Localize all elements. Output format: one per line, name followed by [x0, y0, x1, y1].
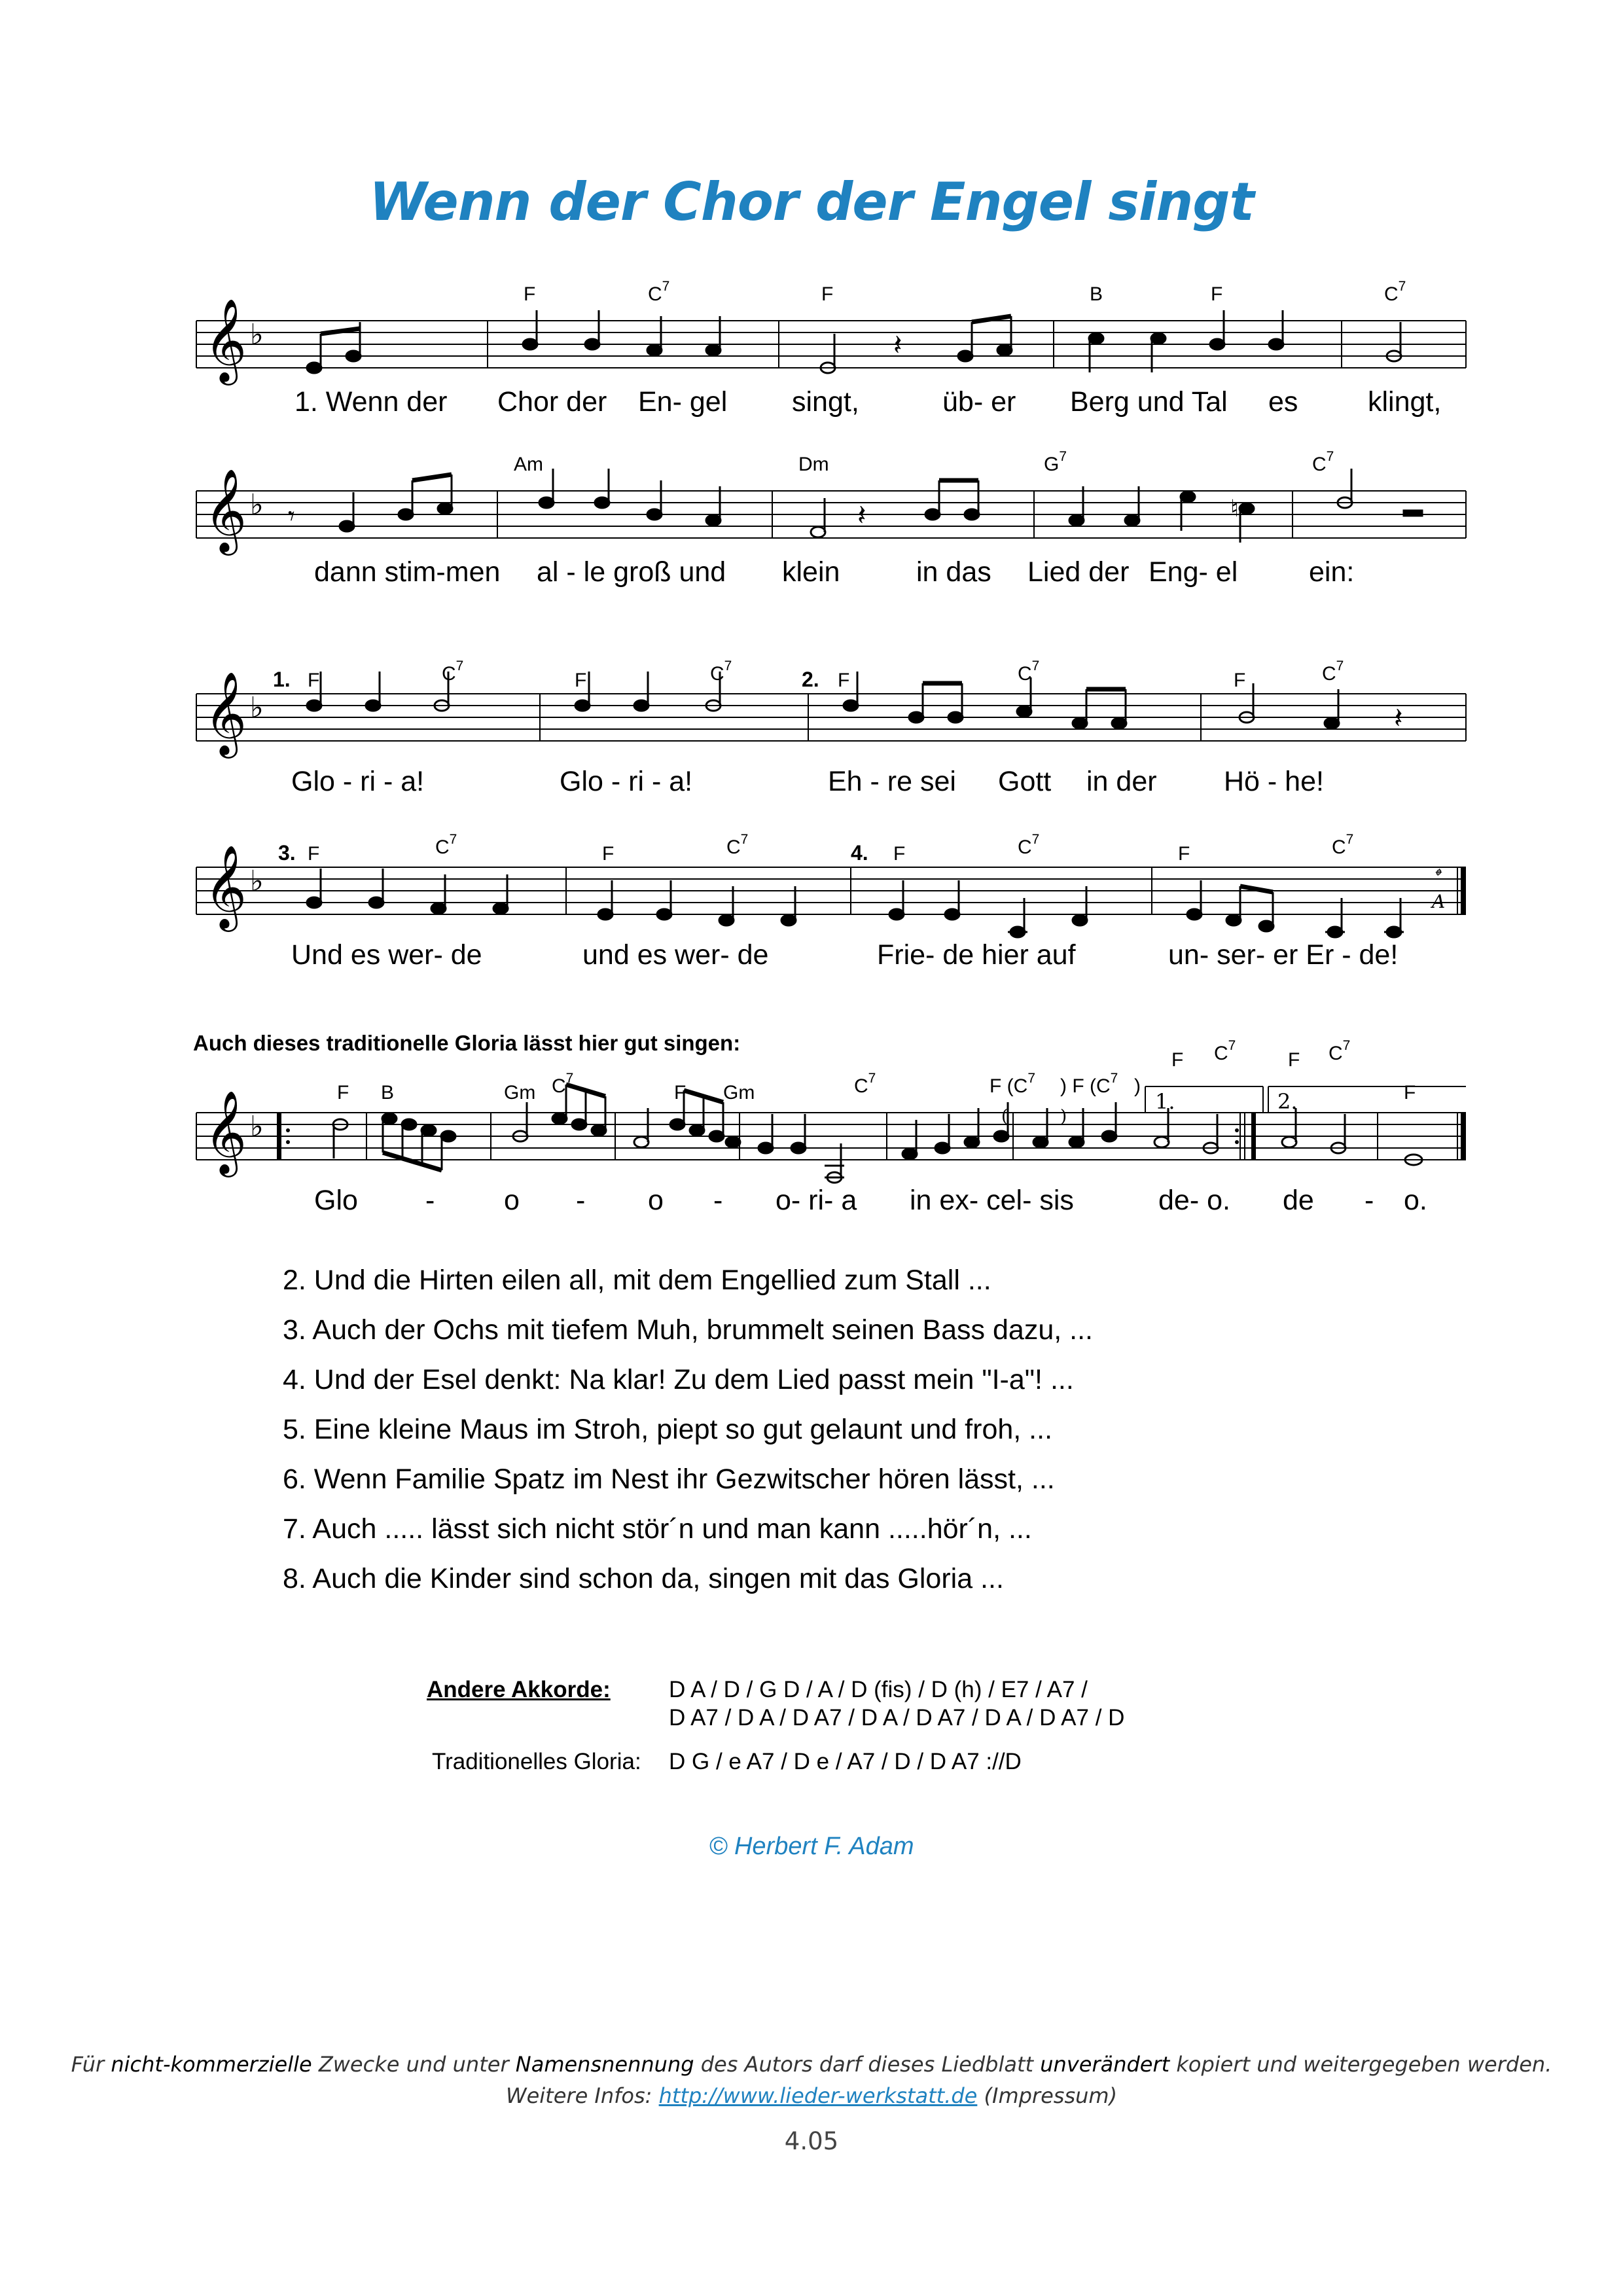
- footer-notice: [0, 2049, 1623, 2111]
- lyric-syllable: üb- er: [942, 386, 1016, 418]
- lyric-syllable: in der: [1086, 766, 1157, 797]
- chord-label: ): [1134, 1075, 1141, 1097]
- chord-label: F ($C^7$: [990, 1071, 1036, 1097]
- chord-label: F: [1404, 1082, 1416, 1103]
- traditional-gloria-label: Traditionelles Gloria:: [432, 1749, 641, 1774]
- other-chords-line-2: D A7 / D A / D A7 / D A / D A7 / D A / D A7 / D: [669, 1705, 1125, 1731]
- lyric-syllable: un- ser- er Er - de!: [1168, 939, 1399, 971]
- svg-text:♮: ♮: [1230, 495, 1239, 522]
- lyric-syllable: al - le groß und: [537, 556, 726, 588]
- website-link[interactable]: http://www.lieder-werkstatt.de: [658, 2083, 978, 2108]
- volta-label: 4.: [851, 841, 868, 865]
- other-chords-label: Andere Akkorde:: [427, 1677, 611, 1702]
- lyric-syllable: o: [648, 1185, 664, 1216]
- svg-text:♭: ♭: [250, 865, 264, 898]
- other-chords-line-1: D A / D / G D / A / D (fis) / D (h) / E7 / A7 /: [669, 1677, 1088, 1702]
- verse-line: 2. Und die Hirten eilen all, mit dem Engellied zum Stall ...: [283, 1265, 991, 1296]
- chord-label: F: [1171, 1049, 1184, 1071]
- chord-label: Dm: [798, 454, 829, 475]
- chord-label: F: [308, 670, 320, 691]
- lyric-syllable: Glo - ri - a!: [291, 766, 425, 797]
- svg-text:♭: ♭: [250, 691, 264, 725]
- lyric-syllable: Frie- de hier auf: [877, 939, 1076, 971]
- lyric-syllable: de: [1283, 1185, 1314, 1216]
- svg-text:𝄞: 𝄞: [204, 1090, 247, 1174]
- chord-label: F: [1178, 843, 1190, 865]
- verse-line: 8. Auch die Kinder sind schon da, singen mit das Gloria ...: [283, 1563, 1004, 1594]
- chord-label: $C^7$: [1018, 832, 1040, 858]
- chord-label: F: [893, 843, 906, 865]
- chord-label: F: [821, 283, 834, 305]
- chord-label: F: [1211, 283, 1223, 305]
- chord-label: F: [674, 1082, 687, 1103]
- chord-label: F: [602, 843, 615, 865]
- chord-label: B: [381, 1082, 395, 1103]
- lyric-syllable: Eh - re sei: [828, 766, 956, 797]
- chord-label: F: [337, 1082, 349, 1103]
- chord-label: Gm: [504, 1082, 536, 1103]
- lyric-syllable: klingt,: [1368, 386, 1442, 418]
- chord-label: Gm: [723, 1082, 755, 1103]
- svg-text:𝄞: 𝄞: [204, 468, 247, 552]
- chord-label: $C^7$: [1214, 1038, 1236, 1064]
- footer-line-1: Für nicht-kommerzielle Zwecke und unter Namensnennung des Autors darf dieses Liedblatt unverändert kopiert und weitergegeben werden.: [71, 2052, 1552, 2077]
- chord-label: $C^7$: [1329, 1038, 1351, 1064]
- lyric-syllable: es: [1268, 386, 1298, 418]
- staff-system-4: [190, 828, 1472, 985]
- lyric-syllable: Berg und Tal: [1070, 386, 1228, 418]
- chord-label: $C^7$: [854, 1071, 876, 1097]
- chord-label: Am: [514, 454, 543, 475]
- volta-label: 3.: [278, 841, 296, 865]
- svg-text:𝄽: 𝄽: [1394, 702, 1403, 735]
- chord-label: $C^7$: [435, 832, 457, 858]
- lyric-syllable: Glo: [314, 1185, 358, 1216]
- svg-text:2.: 2.: [1277, 1089, 1298, 1114]
- verse-line: 5. Eine kleine Maus im Stroh, piept so gut gelaunt und froh, ...: [283, 1414, 1053, 1445]
- lyric-syllable: de- o.: [1158, 1185, 1230, 1216]
- chord-label: B: [1090, 283, 1103, 305]
- svg-text:𝄌: 𝄌: [1433, 865, 1440, 886]
- lyric-syllable: o.: [1404, 1185, 1427, 1216]
- verse-line: 6. Wenn Familie Spatz im Nest ihr Gezwitscher hören lässt, ...: [283, 1463, 1055, 1495]
- staff-system-2: [190, 449, 1472, 609]
- lyric-syllable: Glo - ri - a!: [560, 766, 693, 797]
- svg-text:♭: ♭: [250, 1110, 264, 1143]
- chord-label: F: [1234, 670, 1246, 691]
- verse-line: 7. Auch ..... lässt sich nicht stör´n und man kann .....hör´n, ...: [283, 1513, 1032, 1545]
- lyric-syllable: o- ri- a: [776, 1185, 857, 1216]
- verse-line: 4. Und der Esel denkt: Na klar! Zu dem Lied passt mein "I-a"! ...: [283, 1364, 1074, 1395]
- traditional-gloria-chords: D G / e A7 / D e / A7 / D / D A7 ://D: [669, 1749, 1022, 1774]
- lyric-syllable: Hö - he!: [1224, 766, 1324, 797]
- chord-label: F: [1288, 1049, 1300, 1071]
- svg-text:𝄽: 𝄽: [893, 329, 902, 362]
- copyright: © Herbert F. Adam: [709, 1833, 914, 1860]
- svg-text:𝄞: 𝄞: [204, 671, 247, 755]
- chord-label: F: [838, 670, 850, 691]
- chord-label: $C^7$: [648, 279, 670, 305]
- verse-line: 3. Auch der Ochs mit tiefem Muh, brummelt seinen Bass dazu, ...: [283, 1314, 1093, 1346]
- volta-label: 1.: [273, 668, 291, 691]
- lyric-syllable: -: [1364, 1185, 1374, 1216]
- svg-text:): ): [1060, 1107, 1067, 1126]
- chord-label: $C^7$: [1018, 658, 1040, 685]
- chord-label: F: [308, 843, 320, 865]
- lyric-syllable: in das: [916, 556, 991, 588]
- verse-list: [283, 1255, 1093, 1604]
- lyric-syllable: ein:: [1309, 556, 1355, 588]
- lyric-syllable: 1. Wenn der: [294, 386, 448, 418]
- song-title: Wenn der Chor der Engel singt: [369, 171, 1254, 232]
- svg-text:1.: 1.: [1155, 1089, 1175, 1114]
- lyric-syllable: -: [425, 1185, 435, 1216]
- chord-label: $C^7$: [1312, 449, 1334, 475]
- lyric-syllable: o: [504, 1185, 520, 1216]
- lyric-syllable: Lied der: [1027, 556, 1130, 588]
- chord-label: $C^7$: [1332, 832, 1354, 858]
- svg-text:♭: ♭: [250, 318, 264, 351]
- chord-label: $C^7$: [1384, 279, 1406, 305]
- svg-text:♭: ♭: [250, 488, 264, 522]
- chord-label: $C^7$: [442, 658, 464, 685]
- chord-label: $C^7$: [726, 832, 749, 858]
- lyric-syllable: in ex- cel- sis: [910, 1185, 1074, 1216]
- svg-text:𝄽: 𝄽: [857, 499, 866, 532]
- lyric-syllable: En- gel: [638, 386, 728, 418]
- staff-system-1: [190, 281, 1472, 439]
- lyric-syllable: -: [713, 1185, 723, 1216]
- footer-line-2: Weitere Infos: http://www.lieder-werkstatt.de (Impressum): [505, 2083, 1118, 2108]
- staff-system-3: [190, 655, 1472, 812]
- lyric-syllable: Chor der: [497, 386, 607, 418]
- gloria-intro: Auch dieses traditionelle Gloria lässt hier gut singen:: [193, 1031, 741, 1055]
- lyric-syllable: klein: [782, 556, 840, 588]
- svg-text:𝄾: 𝄾: [288, 501, 295, 531]
- chord-label: F: [524, 283, 536, 305]
- svg-text:A: A: [1432, 891, 1446, 912]
- lyric-syllable: dann stim-men: [314, 556, 501, 588]
- lyric-syllable: singt,: [792, 386, 859, 418]
- chord-label: $C^7$: [710, 658, 732, 685]
- chord-label: F: [575, 670, 587, 691]
- page-number: 4.05: [784, 2127, 839, 2155]
- chord-label: $C^7$: [1322, 658, 1344, 685]
- volta-label: 2.: [802, 668, 819, 691]
- svg-text:(: (: [1001, 1107, 1008, 1126]
- chord-label: $C^7$: [552, 1071, 574, 1097]
- lyric-syllable: -: [576, 1185, 586, 1216]
- chord-label: ) F ($C^7$: [1060, 1071, 1118, 1097]
- svg-text:𝄞: 𝄞: [204, 844, 247, 928]
- lyric-syllable: Und es wer- de: [291, 939, 482, 971]
- svg-text:𝄞: 𝄞: [204, 298, 247, 382]
- lyric-syllable: und es wer- de: [582, 939, 769, 971]
- lyric-syllable: Eng- el: [1149, 556, 1238, 588]
- chord-label: $G^7$: [1044, 449, 1067, 475]
- lyric-syllable: Gott: [998, 766, 1052, 797]
